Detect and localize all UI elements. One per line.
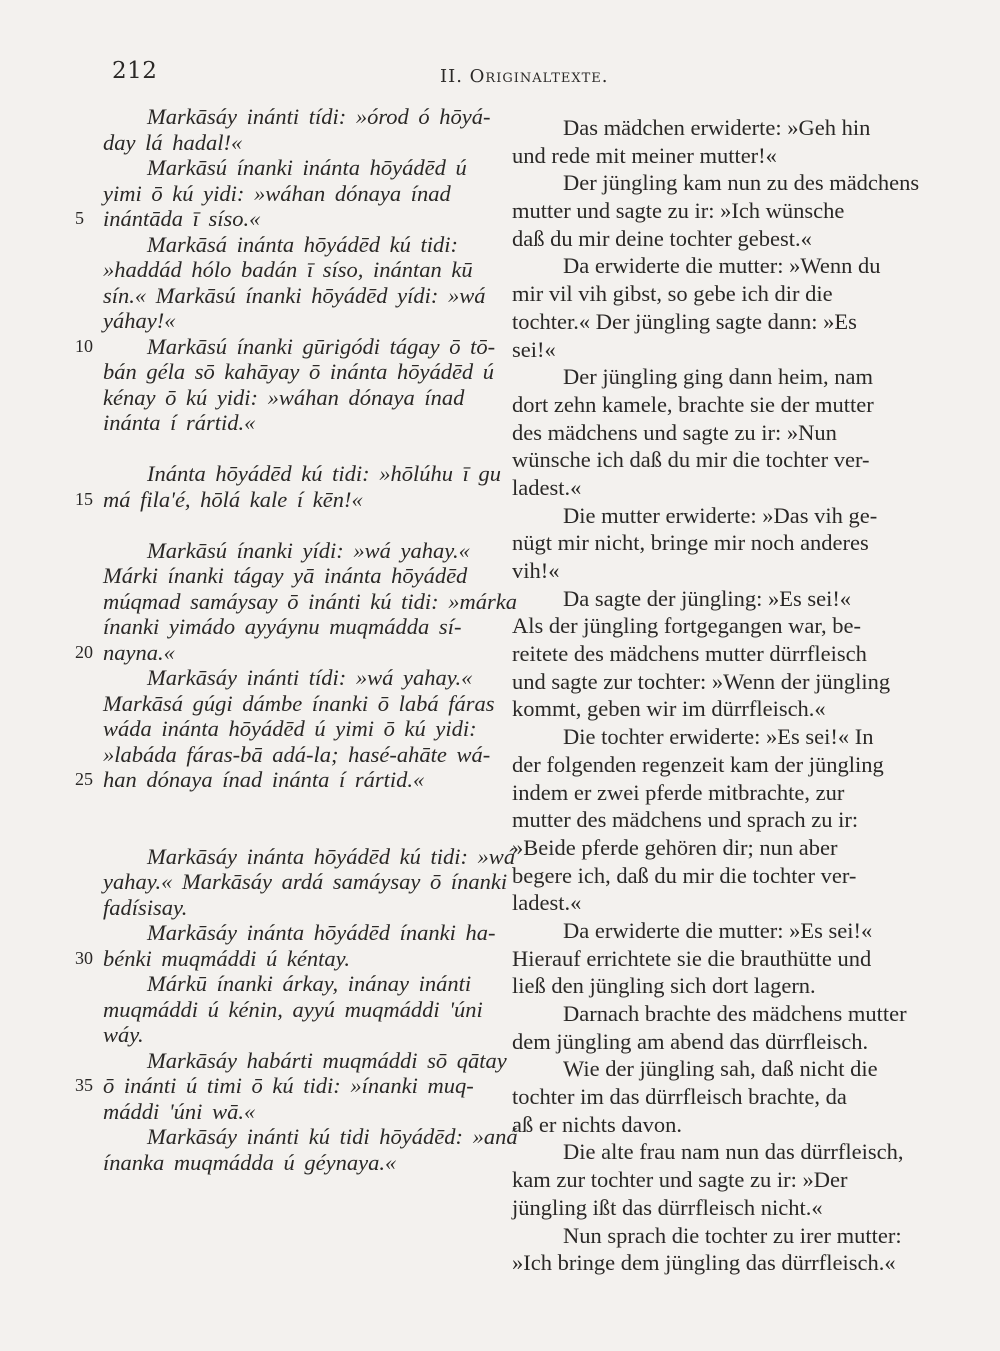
somali-line [75,767,503,793]
line-text: tochter im das dürrfleisch brachte, da [512,1084,847,1110]
line-text: Markāsáy inánti tídi: »wá yahay.« [147,665,473,690]
line-text: kommt, geben wir im dürrfleisch.« [512,696,826,722]
line-text: máddi 'úni wā.« [103,1098,256,1124]
german-line [512,197,917,225]
somali-line [75,206,503,232]
line-text: ließ den jüngling sich dort lagern. [512,973,816,999]
line-text: »haddád hólo badán ī síso, inántan kū [103,257,473,282]
german-line [512,1000,917,1028]
line-number: 15 [75,488,93,509]
page-number: 212 [112,58,158,84]
line-text: Wie der jüngling sah, daß nicht die [563,1056,878,1082]
german-line [512,917,917,945]
somali-line [103,1047,507,1074]
line-text: Da erwiderte die mutter: »Es sei!« [563,917,873,943]
german-line [512,723,917,751]
line-text: inántāda ī síso.« [103,206,261,231]
somali-line [75,1073,503,1099]
line-text: yahay.« Markāsáy ardá samáysay ō ínanki [103,869,508,894]
line-text: han dónaya ínad inánta í rártid.« [103,767,425,792]
line-text: sín.« Markāsú ínanki hōyádēd yídi: »wá [103,282,486,308]
line-text: vih!« [512,558,560,583]
line-text: »Beide pferde gehören dir; nun aber [512,834,838,860]
german-line [512,668,917,696]
somali-line [75,333,503,360]
german-line [512,529,917,557]
line-text: Die tochter erwiderte: »Es sei!« In [563,724,874,750]
line-text: Markāsáy inánta hōyádēd kú tidi: »wá [147,843,516,869]
line-text: Markāsáy habárti muqmáddi sō qātay [147,1047,507,1073]
line-text: Der jüngling kam nun zu des mädchens [563,170,920,196]
german-line [512,640,917,668]
german-line [512,1028,917,1056]
line-text: Márkū ínanki árkay, inánay inánti [147,971,472,996]
german-line [512,612,917,640]
german-line [512,779,917,807]
somali-line [103,104,503,130]
somali-line [103,716,503,742]
line-text: mutter und sagte zu ir: »Ich wünsche [512,198,845,224]
german-line [512,142,917,170]
line-text: fadísisay. [103,894,188,920]
somali-line [103,130,503,156]
german-translation-column [512,114,920,1277]
line-text: kénay ō kú yidi: »wáhan dónaya ínad [103,384,465,410]
line-text: des mädchens und sagte zu ir: »Nun [512,419,837,445]
german-line [512,169,920,197]
line-text: mir vil vih gibst, so gebe ich dir die [512,281,833,307]
line-text: yáhay!« [103,308,176,333]
german-line [512,419,917,447]
line-text: Markāsáy inánta hōyádēd ínanki ha- [147,920,496,945]
somali-line [103,1022,503,1048]
line-text: Inánta hōyádēd kú tidi: »hōlúhu ī gu [147,461,501,486]
line-text: und sagte zur tochter: »Wenn der jüngling [512,668,891,694]
line-text: Da erwiderte die mutter: »Wenn du [563,253,881,279]
somali-line [103,588,517,615]
line-text: kam zur tochter und sagte zu ir: »Der [512,1167,848,1193]
somali-line [103,232,503,258]
somali-line [103,359,503,385]
line-number: 5 [75,208,84,228]
line-number: 10 [75,335,93,356]
line-text: und rede mit meiner mutter!« [512,142,777,168]
line-text: Das mädchen erwiderte: »Geh hin [563,115,871,140]
somali-line [103,385,503,411]
line-text: Markāsú ínanki gūrigódi tágay ō tō- [147,333,496,359]
line-text: nayna.« [103,639,175,665]
german-line [512,446,917,474]
german-line [512,391,917,419]
line-text: Darnach brachte des mädchens mutter [563,1001,907,1026]
somali-line [103,538,503,564]
paragraph-gap [103,436,503,462]
german-line [512,1055,917,1083]
somali-line [103,283,503,309]
line-text: múqmad samáysay ō inánti kú tidi: »márka [103,588,517,614]
german-line [512,474,917,502]
german-line [512,1111,917,1139]
line-text: begere ich, daß du mir die tochter ver- [512,862,857,888]
line-text: dem jüngling am abend das dürrfleisch. [512,1028,869,1054]
german-line [512,862,917,890]
german-line [512,695,917,723]
somali-line [103,869,508,895]
line-text: der folgenden regenzeit kam der jüngling [512,751,884,777]
line-text: nügt mir nicht, bringe mir noch anderes [512,530,869,556]
line-text: ladest.« [512,474,582,500]
line-text: Márki ínanki tágay yā inánta hōyádēd [103,563,468,588]
german-line [512,1166,917,1194]
line-text: bénki muqmáddi ú kéntay. [103,945,350,971]
german-line [512,336,917,364]
somali-line [103,308,503,334]
german-line [512,363,917,391]
line-text: Als der jüngling fortgegangen war, be- [512,613,861,639]
line-text: day lá hadal!« [103,129,243,155]
german-line [512,114,917,142]
line-text: tochter.« Der jüngling sagte dann: »Es [512,308,857,334]
german-line [512,945,917,973]
line-text: reitete des mädchens mutter dürrfleisch [512,641,867,667]
somali-line [103,1150,503,1176]
german-line [512,751,917,779]
german-line [512,806,917,834]
line-text: wáda inánta hōyádēd ú yimi ō kú yidi: [103,716,477,741]
somali-line [103,181,503,207]
line-number: 20 [75,641,93,662]
paragraph-gap [103,793,503,844]
somali-line [103,410,503,436]
line-number: 25 [75,769,93,789]
somali-line [103,614,503,640]
line-number: 30 [75,947,93,968]
german-line [512,585,917,613]
somali-line [75,945,503,972]
line-text: Markāsú ínanki yídi: »wá yahay.« [147,537,470,563]
somali-line [103,691,503,717]
line-text: wünsche ich daß du mir die tochter ver- [512,447,870,473]
somali-line [103,895,503,921]
line-text: Da sagte der jüngling: »Es sei!« [563,585,852,611]
somali-line [103,742,503,768]
line-text: ladest.« [512,890,582,916]
line-text: bán géla sō kahāyay ō inánta hōyádēd ú [103,359,495,384]
somali-line [103,997,503,1023]
somali-line [103,971,503,997]
german-line [512,280,917,308]
paragraph-gap [103,512,503,538]
somali-line [103,1124,518,1150]
somali-line [103,665,503,691]
german-line [512,1194,917,1222]
german-line [512,1138,917,1166]
line-text: mutter des mädchens und sprach zu ir: [512,807,859,833]
line-text: »labáda fáras-bā adá-la; hasé-ahāte wá- [103,741,491,767]
line-text: Markāsáy inánti kú tidi hōyádēd: »aná [147,1124,518,1149]
somali-line [103,843,516,870]
somali-line [75,639,503,666]
german-line [512,889,917,917]
somali-line [103,461,503,487]
somali-text-column [75,104,518,1175]
somali-line [103,257,503,283]
line-text: ínanki yimádo ayyáynu muqmádda sí- [103,614,462,639]
running-head: II. Originaltexte. [440,66,609,87]
line-text: Der jüngling ging dann heim, nam [563,364,873,390]
line-text: aß er nichts davon. [512,1111,682,1137]
line-text: Die alte frau nam nun das dürrfleisch, [563,1139,904,1165]
line-text: wáy. [103,1022,144,1047]
line-text: Markāsá gúgi dámbe ínanki ō labá fáras [103,690,495,716]
line-text: daß du mir deine tochter gebest.« [512,225,812,251]
german-line [512,225,917,253]
german-line [512,308,917,336]
somali-line [103,1099,503,1125]
german-line [512,1249,917,1277]
german-line [512,502,917,530]
line-text: má fila'é, hōlá kale í kēn!« [103,486,363,512]
line-text: »Ich bringe dem jüngling das dürrfleisch.« [512,1250,896,1276]
somali-line [103,920,503,946]
line-text: indem er zwei pferde mitbrachte, zur [512,779,845,805]
line-text: inánta í rártid.« [103,410,256,435]
somali-line [103,563,503,589]
line-text: Hierauf errichtete sie die brauthütte und [512,945,872,971]
line-text: dort zehn kamele, brachte sie der mutter [512,391,874,417]
line-text: Die mutter erwiderte: »Das vih ge- [563,502,878,528]
german-line [512,972,917,1000]
line-text: ō inánti ú timi ō kú tidi: »ínanki muq- [103,1073,474,1098]
line-text: yimi ō kú yidi: »wáhan dónaya ínad [103,180,451,206]
line-text: muqmáddi ú kénin, ayyú muqmáddi 'úni [103,996,483,1022]
somali-line [103,155,503,181]
german-line [512,1222,917,1250]
line-number: 35 [75,1075,93,1095]
line-text: Markāsá inánta hōyádēd kú tidi: [147,231,458,257]
line-text: Markāsáy inánti tídi: »órod ó hōyá- [147,104,491,129]
german-line [512,557,917,585]
line-text: jüngling ißt das dürrfleisch nicht.« [512,1194,823,1220]
german-line [512,1083,917,1111]
line-text: Markāsú ínanki inánta hōyádēd ú [147,155,467,180]
line-text: Nun sprach die tochter zu irer mutter: [563,1222,902,1248]
line-text: ínanka muqmádda ú géynaya.« [103,1149,397,1175]
german-line [512,252,917,280]
german-line [512,834,917,862]
somali-line [75,486,503,513]
line-text: sei!« [512,336,556,362]
